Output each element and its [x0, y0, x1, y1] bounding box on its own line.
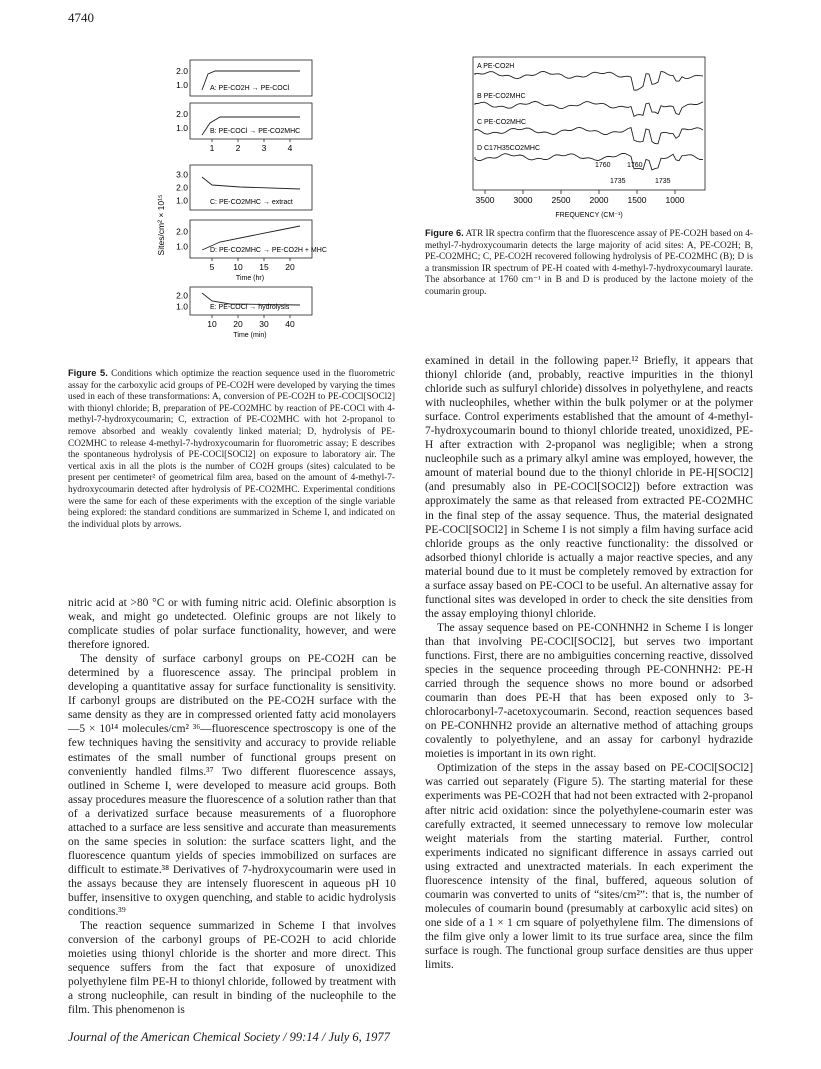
- figure-6-xlabel: FREQUENCY (CM⁻¹): [555, 212, 623, 219]
- trace-label: A PE-CO2H: [477, 63, 515, 70]
- figure-6-caption-text: ATR IR spectra confirm that the fluorescence assay of PE-CO2H based on 4-methyl-7-hydroxycoumarin detects the large majority of acid sites: A, PE-CO2H; B, PE-CO2MHC; C, PE-CO2H recovered following hydrolysis of PE-CO2MHC (B); D is a transmission IR spectrum of PE-H coated with 4-methyl-7-hydroxycoumaryl laurate. The absorbance at 1760 cm⁻¹ in B and D is produced by the lactone moiety of the coumarin group.: [425, 229, 754, 297]
- trace-label: D C17H35CO2MHC: [477, 145, 541, 152]
- y-tick-label: 2.0: [176, 182, 188, 193]
- y-tick-label: 1.0: [176, 241, 188, 252]
- y-tick-label: 3.0: [176, 169, 188, 180]
- x-tick-label: 40: [285, 319, 295, 329]
- y-tick-label: 1.0: [176, 123, 188, 134]
- x-tick-label: 3: [261, 143, 267, 153]
- x-tick-label: 2500: [551, 195, 571, 205]
- x-tick-label: 5: [209, 262, 215, 272]
- x-axis-label: Time (min): [233, 332, 267, 339]
- paragraph: Optimization of the steps in the assay based on PE-COCl[SOCl2] was carried out separately (Figure 5). The starting material for these experiments was PE-CO2H that had not been extracted with 2-propanol after nitric acid oxidation: since the polyethylene-coumarin ester was carefully extracted, it seemed unnecessary to remove low molecular weight materials from the starting material. Further, control experiments indicated no significant difference in assays carried out using extracted and unextracted materials. In each experiment the fluorescence intensity of the final, buffered, aqueous solution of coumarin was converted to units of “sites/cm²”: that is, the number of molecules of coumarin bound (presumably at carboxylic acid sites) on one side of a 1 × 1 cm square of polyethylene film. The dimensions of the film give only a lower limit to its true surface area, since the film surface is rough. The functional group surface densities are thus upper limits.: [425, 762, 753, 972]
- panel-label: B: PE-COCl → PE-CO2MHC: [210, 128, 301, 135]
- y-tick-label: 2.0: [176, 226, 188, 237]
- paragraph: nitric acid at >80 °C or with fuming nitric acid. Olefinic absorption is weak, and might go undetected. Olefinic groups are not likely to complicate studies of polar surface functionality, however, and were therefore ignored.: [68, 597, 396, 652]
- paragraph: The reaction sequence summarized in Scheme I that involves conversion of the carbonyl groups of PE-CO2H to acid chloride moieties using thionyl chloride is the shorter and more direct. This sequence suffers from the fact that exposure of unoxidized polyethylene film PE-H to thionyl chloride, followed by treatment with a strong nucleophile, can result in binding of the nucleophile to the film. This phenomenon is: [68, 920, 396, 1017]
- x-tick-label: 15: [259, 262, 269, 272]
- x-tick-label: 10: [233, 262, 243, 272]
- figure-6-caption-label: Figure 6.: [425, 228, 464, 238]
- journal-footer: Journal of the American Chemical Society / 99:14 / July 6, 1977: [68, 1030, 390, 1044]
- ir-trace: [475, 101, 703, 116]
- x-tick-label: 3500: [475, 195, 495, 205]
- figure-6-caption: [425, 228, 753, 299]
- ir-trace: [475, 71, 703, 90]
- y-tick-label: 2.0: [176, 290, 188, 301]
- paragraph: The assay sequence based on PE-CONHNH2 in Scheme I is longer than that involving PE-COCl[SOCl2], but serves two important functions. First, there are no ambiguities concerning reactive, dissolved species in the sequence proceeding through PE-CONHNH2: PE-H carried through the sequence shows no more bound or adsorbed coumarin than does PE-H that has been exposed only to 3-chlorocarbonyl-7-acetoxycoumarin. Second, reaction sequences based on PE-CONHNH2 provide an alternative method of attaching groups covalently to polyethylene, and an assay for carbonyl hydrazide moieties is important in its own right.: [425, 621, 753, 761]
- x-tick-label: 20: [285, 262, 295, 272]
- figure-5-caption-text: Conditions which optimize the reaction sequence used in the fluorometric assay for the carboxylic acid groups of PE-CO2H were developed by varying the times used in each of these transformations: A, conversion of PE-CO2H to PE-COCl[SOCl2] with thionyl chloride; B, preparation of PE-CO2MHC by reaction of PE-COCl with 4-methyl-7-hydroxycoumarin; C, extraction of PE-CO2MHC with hot 2-propanol to remove absorbed and weakly covalently linked material; D, hydrolysis of PE-CO2MHC to release 4-methyl-7-hydroxycoumarin for fluorometric assay; E describes the spontaneous hydrolysis of PE-COCl[SOCl2] on exposure to laboratory air. The vertical axis in all the plots is the number of CO2H groups (sites) calculated to be present per centimeter² of geometrical film area, based on the amount of 4-methyl-7-hydroxycoumarin detected after hydrolysis of PE-CO2MHC. Experimental conditions were the same for each of these experiments with the exception of the single variable being explored: the standard conditions are summarized in Scheme I, and indicated on the individual plots by arrows.: [68, 369, 395, 530]
- trace-label: B PE-CO2MHC: [477, 93, 526, 100]
- x-axis-label: Time (hr): [235, 275, 265, 282]
- x-tick-label: 3000: [513, 195, 533, 205]
- figure-5-panel: [176, 60, 312, 96]
- x-tick-label: 2: [235, 143, 241, 153]
- figure-5-panel: [176, 103, 312, 153]
- page-number: 4740: [68, 10, 94, 25]
- figure-5-caption-label: Figure 5.: [68, 368, 108, 378]
- x-tick-label: 2000: [589, 195, 609, 205]
- panel-label: C: PE-CO2MHC → extract: [210, 199, 293, 206]
- paragraph: The density of surface carbonyl groups on PE-CO2H can be determined by a fluorescence assay. The principal problem in developing a quantitative assay for surface functionality is sensitivity. If carbonyl groups are distributed on the PE-CO2H surface with the same density as they are in compressed oriented fatty acid monolayers—5 × 10¹⁴ molecules/cm² ³⁶—fluorescence spectroscopy is one of the few techniques having the sensitivity and accuracy to provide reliable estimates of the small number of functional groups present on conveniently handled films.³⁷ Two different fluorescence assays, outlined in Scheme I, were developed to measure acid groups. Both assay procedures measure the fluorescence of a solution rather than that of a derivatized surface because measurements of a fluorophore attached to a surface are less sensitive and accurate than measurements on the same species in solution: the surface scatters light, and the fluorescence quantum yields of species immobilized on surfaces are difficult to estimate.³⁸ Derivatives of 7-hydroxycoumarin were used in the assays because they are intensely fluorescent in aqueous pH 10 buffer, insensitive to oxygen quenching, and stable to acidic hydrolysis conditions.³⁹: [68, 653, 396, 919]
- figure-5-plots: [150, 55, 340, 365]
- peak-label: 1760: [595, 162, 611, 169]
- x-tick-label: 1: [209, 143, 215, 153]
- peak-label: 1735: [655, 178, 671, 185]
- x-tick-label: 1000: [665, 195, 685, 205]
- x-tick-label: 4: [287, 143, 293, 153]
- peak-label: 1760: [627, 162, 643, 169]
- figure-5-panel: [176, 287, 312, 339]
- y-tick-label: 1.0: [176, 80, 188, 91]
- right-column: [425, 354, 753, 972]
- ir-trace: [475, 154, 703, 171]
- x-tick-label: 20: [233, 319, 243, 329]
- left-column: [68, 596, 396, 1017]
- y-tick-label: 2.0: [176, 108, 188, 119]
- panel-label: E: PE-COCl → hydrolysis: [210, 304, 290, 311]
- figure-5-panel: [176, 220, 327, 282]
- trace-label: C PE-CO2MHC: [477, 119, 527, 126]
- y-tick-label: 2.0: [176, 65, 188, 76]
- x-tick-label: 30: [259, 319, 269, 329]
- panel-label: D: PE-CO2MHC → PE-CO2H + MHC: [210, 247, 327, 254]
- x-tick-label: 10: [207, 319, 217, 329]
- y-tick-label: 1.0: [176, 195, 188, 206]
- ir-trace: [475, 127, 703, 143]
- panel-label: A: PE-CO2H → PE-COCl: [210, 85, 290, 92]
- figure-5-caption: [68, 368, 395, 531]
- peak-label: 1735: [610, 178, 626, 185]
- figure-5-ylabel: Sites/cm² × 10¹⁵: [156, 194, 166, 256]
- figure-5-panel: [176, 165, 312, 210]
- figure-6-spectra: [445, 55, 735, 225]
- paragraph: examined in detail in the following paper.¹² Briefly, it appears that thionyl chloride (and, probably, reactive impurities in the thionyl chloride such as sulfuryl chloride) dissolves in polyethylene, and reacts with nucleophiles, whether within the bulk polymer or at the polymer surface. Control experiments established that the amount of 4-methyl-7-hydroxycoumarin bound to thionyl chloride treated, unoxidized, PE-H after extraction with 2-propanol was negligible; when a strong nucleophile such as a primary alkyl amine was employed, however, the amount of material bound due to the thionyl chloride in PE-H[SOCl2] (and presumably also in PE-COCl[SOCl2]) before extraction was approximately the same as that released from extracted PE-CO2MHC in the final step of the assay sequence. Thus, the material designated PE-COCl[SOCl2] in Scheme I is not simply a film having surface acid chloride groups as the only reactive functionality: the dissolved or adsorbed thionyl chloride is actually a major reactive species, and any material bound due to it must be completely removed by extraction for a surface assay based on PE-COCl to be useful. An alternative assay for functional sites was developed in order to check the site densities from the assay employing thionyl chloride.: [425, 355, 753, 620]
- y-tick-label: 1.0: [176, 301, 188, 312]
- data-curve: [202, 177, 300, 189]
- x-tick-label: 1500: [627, 195, 647, 205]
